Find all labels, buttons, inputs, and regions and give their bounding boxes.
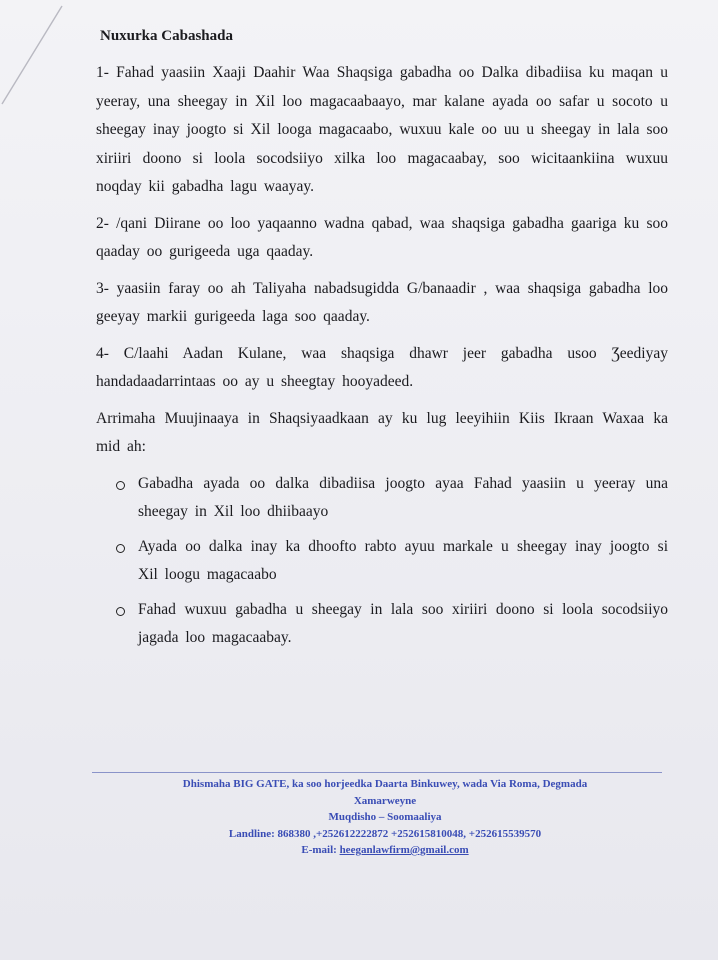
paper-fold-mark	[0, 0, 80, 110]
circle-bullet-icon	[116, 481, 125, 490]
footer-address-line-1: Dhismaha BIG GATE, ka soo horjeedka Daarta Binkuwey, wada Via Roma, Degmada	[182, 778, 588, 790]
footer-divider	[92, 772, 662, 773]
email-link[interactable]: heeganlawfirm@gmail.com	[339, 844, 469, 856]
letter-body	[96, 28, 668, 659]
paragraph-3: 3- yaasiin faray oo ah Taliyaha nabadsugidda G/banaadir , waa shaqsiga gabadha loo geeyay markii gurigeeda laga soo qaaday.	[96, 279, 668, 325]
list-item	[116, 533, 668, 590]
document-title: Nuxurka Cabashada	[100, 28, 233, 44]
list-item	[116, 470, 668, 527]
list-item-text: Gabadha ayada oo dalka dibadiisa joogto ayaa Fahad yaasiin u yeeray una sheegay in Xil loo dhiibaayo	[138, 474, 668, 520]
circle-bullet-icon	[116, 544, 125, 553]
list-item-text: Fahad wuxuu gabadha u sheegay in lala soo xiriiri doono si loola socodsiiyo jagada loo magacaabay.	[138, 600, 668, 646]
paragraph-2: 2- /qani Diirane oo loo yaqaanno wadna qabad, waa shaqsiga gabadha gaariga ku soo qaaday oo gurigeeda uga qaaday.	[96, 214, 668, 260]
circle-bullet-icon	[116, 607, 125, 616]
list-item	[116, 596, 668, 653]
footer-city: Muqdisho – Soomaaliya	[328, 811, 442, 823]
paragraph-4: 4- C/laahi Aadan Kulane, waa shaqsiga dhawr jeer gabadha usoo Ʒeediyay handadaadarrintaas oo ay u sheegtay hooyadeed.	[96, 344, 668, 390]
intro-paragraph: Arrimaha Muujinaaya in Shaqsiyaadkaan ay ku lug leeyihiin Kiis Ikraan Waxaa ka mid ah:	[96, 409, 668, 455]
footer-landline: Landline: 868380 ,+252612222872 +252615810048, +252615539570	[228, 827, 542, 840]
paragraph-1: 1- Fahad yaasiin Xaaji Daahir Waa Shaqsiga gabadha oo Dalka dibadiisa ku maqan u yeeray, una sheegay in Xil loo magacaabaayo, mar kalane ayada oo safar u socoto u sheegay inay joogto si Xil looga magacaabo, wuxuu kale oo uu u sheegay in lala soo xiriiri doono si loola socodsiiyo xilka loo magacaabay, soo wicitaankiina wuxuu noqday kii gabadha lagu waayay.	[96, 64, 668, 195]
footer-email-row	[110, 842, 660, 859]
footer-address-line-2: Xamarweyne	[353, 794, 417, 807]
footer-email-label: E-mail:	[301, 844, 337, 856]
evidence-list	[96, 470, 668, 653]
list-item-text: Ayada oo dalka inay ka dhoofto rabto ayuu markale u sheegay inay joogto si Xil loogu magacaabo	[138, 537, 668, 583]
letterhead-footer	[110, 776, 660, 859]
